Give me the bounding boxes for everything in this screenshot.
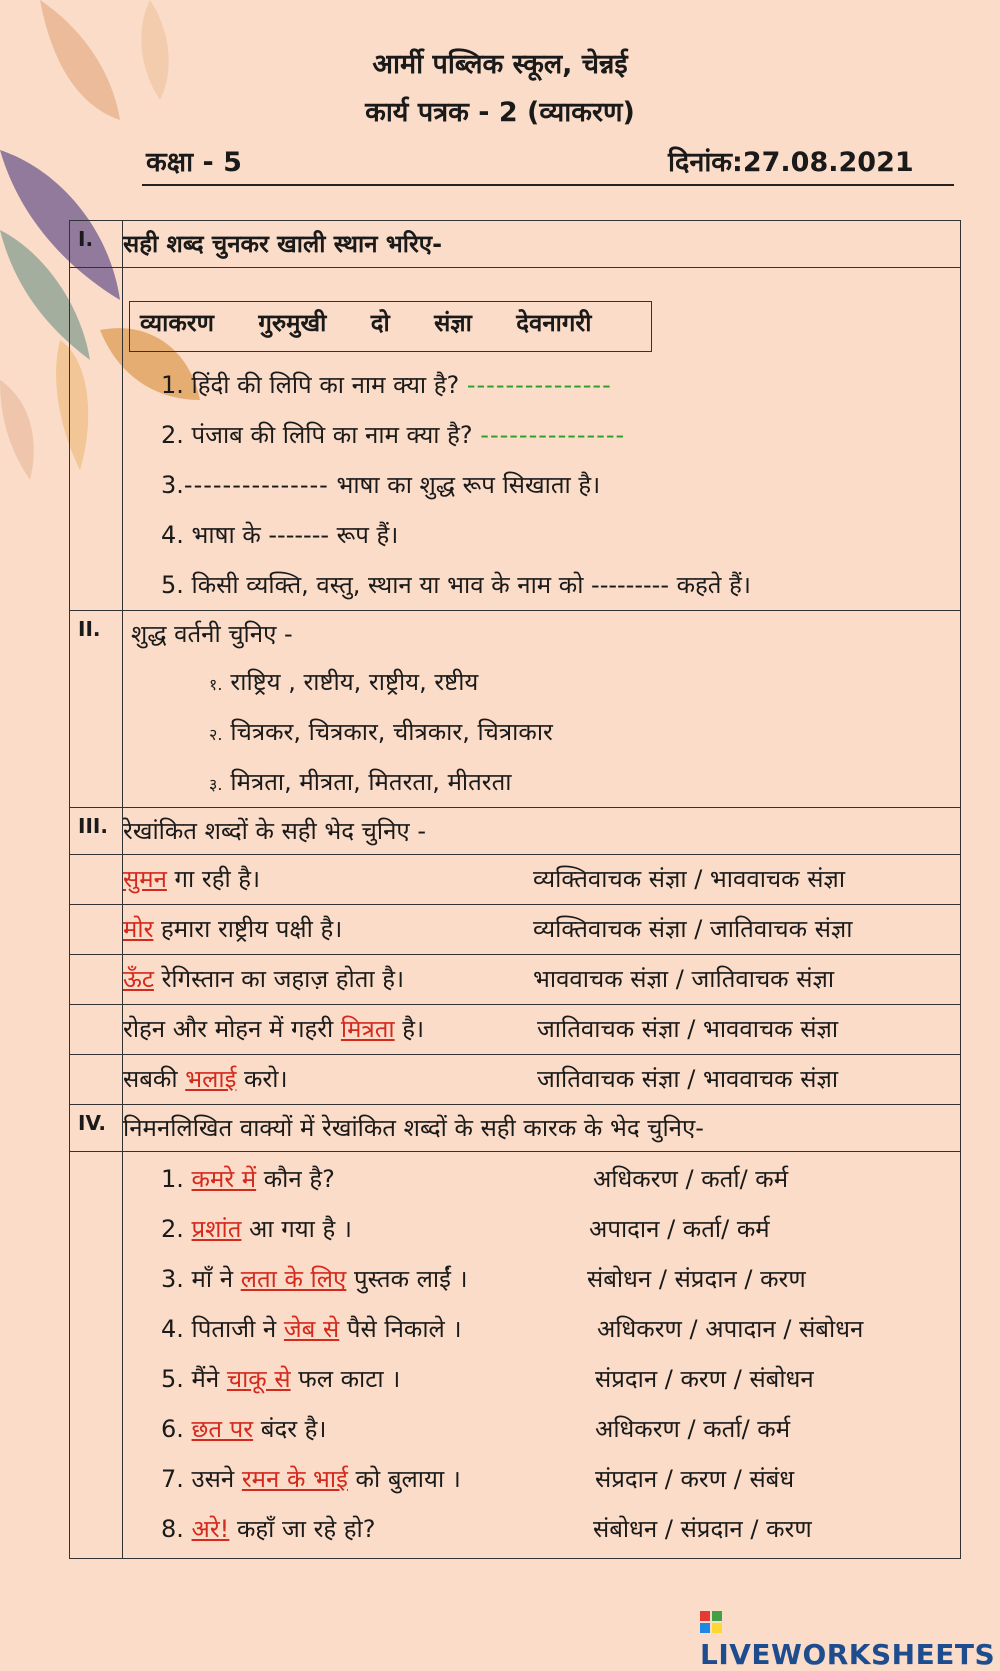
answer-blank[interactable]: --------------- [466, 371, 612, 399]
section-number: IV. [70, 1105, 123, 1152]
section-number: I. [70, 221, 123, 268]
underlined-word: प्रशांत [191, 1215, 242, 1243]
question-1: 1. हिंदी की लिपि का नाम क्या है? --------------- [161, 371, 612, 399]
school-name: आर्मी पब्लिक स्कूल, चेन्नई [372, 49, 628, 80]
answer-options[interactable]: जातिवाचक संज्ञा / भाववाचक संज्ञा [537, 1065, 839, 1093]
noun-row: सुमन गा रही है। व्यक्तिवाचक संज्ञा / भाववाचक संज्ञा [70, 855, 961, 905]
section-4-title: निमनलिखित वाक्यों में रेखांकित शब्दों के सही कारक के भेद चुनिए- [123, 1105, 961, 1152]
section-4-header [70, 1105, 961, 1152]
underlined-word: लता के लिए [240, 1265, 347, 1293]
section-2 [70, 611, 961, 808]
underlined-word: जेब से [283, 1315, 340, 1343]
class-label: कक्षा - 5 [146, 147, 242, 178]
underlined-word: अरे! [191, 1515, 230, 1543]
section-number: III. [70, 808, 123, 855]
question-2: 2. पंजाब की लिपि का नाम क्या है? --------------- [161, 421, 626, 449]
karak-question: 4. पिताजी ने जेब से पैसे निकाले । अधिकरण / अपादान / संबोधन [123, 1304, 960, 1354]
section-3-header [70, 808, 961, 855]
section-4-body [70, 1152, 961, 1559]
section-2-title: शुद्ध वर्तनी चुनिए - [131, 620, 293, 648]
underlined-word: भलाई [185, 1065, 237, 1093]
karak-question: 8. अरे! कहाँ जा रहे हो? संबोधन / संप्रदान / करण [123, 1504, 960, 1554]
liveworksheets-logo: LIVEWORKSHEETS [700, 1605, 1000, 1671]
answer-options[interactable]: अपादान / कर्ता/ कर्म [589, 1215, 770, 1243]
karak-question: 2. प्रशांत आ गया है । अपादान / कर्ता/ कर्म [123, 1204, 960, 1254]
word-bank [129, 301, 652, 352]
date-label: दिनांक:27.08.2021 [668, 147, 914, 178]
karak-question: 6. छत पर बंदर है। अधिकरण / कर्ता/ कर्म [123, 1404, 960, 1454]
answer-options[interactable]: अधिकरण / अपादान / संबोधन [597, 1315, 864, 1343]
underlined-word: रमन के भाई [241, 1465, 348, 1493]
underlined-word: ऊँट [123, 965, 154, 993]
karak-question: 5. मैंने चाकू से फल काटा । संप्रदान / करण / संबोधन [123, 1354, 960, 1404]
underlined-word: चाकू से [226, 1365, 291, 1393]
answer-options[interactable]: संप्रदान / करण / संबोधन [595, 1365, 814, 1393]
section-1-header [70, 221, 961, 268]
answer-options[interactable]: अधिकरण / कर्ता/ कर्म [593, 1165, 789, 1193]
noun-row: सबकी भलाई करो। जातिवाचक संज्ञा / भाववाचक संज्ञा [70, 1055, 961, 1105]
word-bank-item: दो [370, 309, 390, 337]
answer-options[interactable]: व्यक्तिवाचक संज्ञा / भाववाचक संज्ञा [533, 865, 846, 893]
underlined-word: मोर [123, 915, 154, 943]
question-5: 5. किसी व्यक्ति, वस्तु, स्थान या भाव के नाम को --------- कहते हैं। [161, 571, 751, 599]
spelling-item: २. चित्रकर, चित्रकार, चीत्रकार, चित्राकार [209, 718, 553, 746]
question-3: 3.--------------- भाषा का शुद्ध रूप सिखाता है। [161, 471, 601, 499]
underlined-word: छत पर [191, 1415, 254, 1443]
noun-row: ऊँट रेगिस्तान का जहाज़ होता है। भाववाचक संज्ञा / जातिवाचक संज्ञा [70, 955, 961, 1005]
question-4: 4. भाषा के ------- रूप हैं। [161, 521, 399, 549]
section-number: II. [70, 611, 123, 808]
answer-options[interactable]: संप्रदान / करण / संबंध [595, 1465, 795, 1493]
word-bank-item: संज्ञा [434, 309, 472, 337]
answer-options[interactable]: जातिवाचक संज्ञा / भाववाचक संज्ञा [537, 1015, 839, 1043]
header-divider [142, 184, 954, 186]
answer-options[interactable]: संबोधन / संप्रदान / करण [587, 1265, 806, 1293]
answer-options[interactable]: अधिकरण / कर्ता/ कर्म [595, 1415, 791, 1443]
liveworksheets-mark-icon [700, 1611, 722, 1633]
word-bank-item: गुरुमुखी [258, 309, 327, 337]
spelling-item: १. राष्ट्रिय , राष्टीय, राष्ट्रीय, रष्टीय [209, 668, 479, 696]
karak-question: 1. कमरे में कौन है? अधिकरण / कर्ता/ कर्म [123, 1154, 960, 1204]
noun-row: मोर हमारा राष्ट्रीय पक्षी है। व्यक्तिवाचक संज्ञा / जातिवाचक संज्ञा [70, 905, 961, 955]
noun-row: रोहन और मोहन में गहरी मित्रता है। जातिवाचक संज्ञा / भाववाचक संज्ञा [70, 1005, 961, 1055]
karak-question: 7. उसने रमन के भाई को बुलाया । संप्रदान / करण / संबंध [123, 1454, 960, 1504]
spelling-item: ३. मित्रता, मीत्रता, मितरता, मीतरता [209, 768, 512, 796]
karak-question: 3. माँ ने लता के लिए पुस्तक लाईं । संबोधन / संप्रदान / करण [123, 1254, 960, 1304]
underlined-word: कमरे में [191, 1165, 257, 1193]
answer-blank[interactable]: --------------- [183, 471, 329, 499]
answer-options[interactable]: व्यक्तिवाचक संज्ञा / जातिवाचक संज्ञा [533, 915, 853, 943]
section-1-title: सही शब्द चुनकर खाली स्थान भरिए- [123, 221, 961, 268]
answer-blank[interactable]: --------------- [480, 421, 626, 449]
underlined-word: सुमन [123, 865, 167, 893]
answer-options[interactable]: संबोधन / संप्रदान / करण [593, 1515, 812, 1543]
word-bank-item: देवनागरी [516, 309, 592, 337]
word-bank-item: व्याकरण [140, 309, 214, 337]
answer-options[interactable]: भाववाचक संज्ञा / जातिवाचक संज्ञा [533, 965, 835, 993]
section-1-body [70, 268, 961, 611]
underlined-word: मित्रता [340, 1015, 395, 1043]
worksheet-table [69, 220, 961, 1559]
worksheet-title: कार्य पत्रक - 2 (व्याकरण) [365, 97, 635, 128]
section-3-title: रेखांकित शब्दों के सही भेद चुनिए - [123, 808, 961, 855]
